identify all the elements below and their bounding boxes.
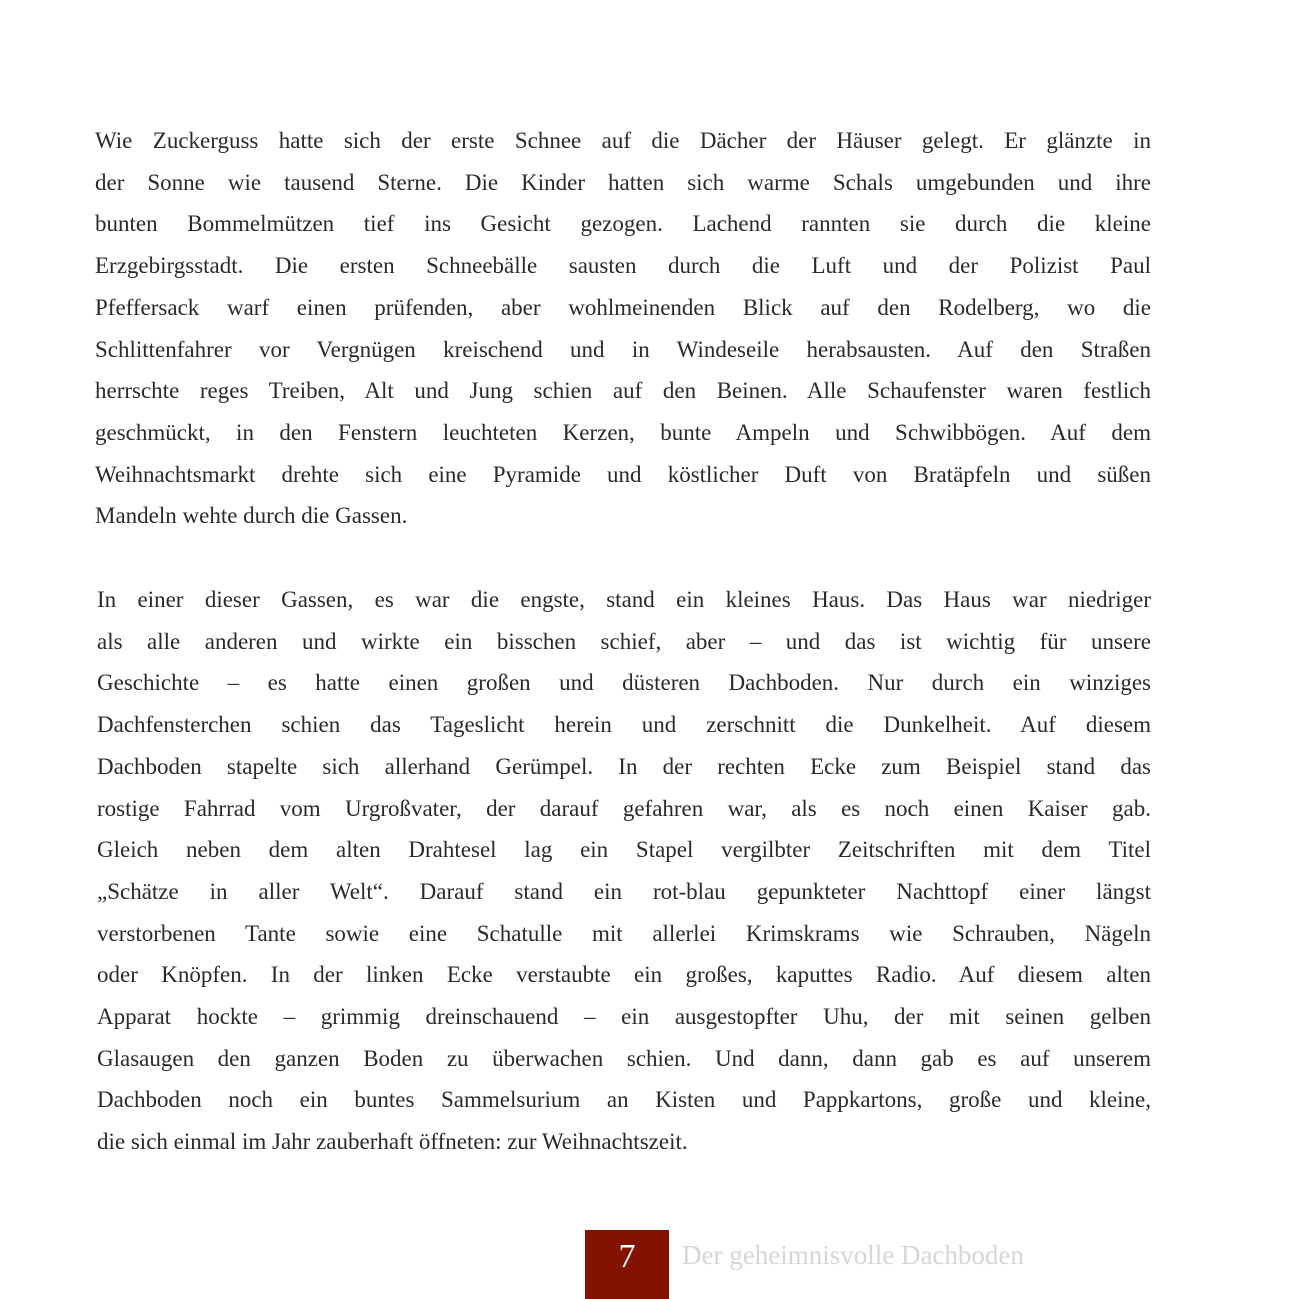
text-line: Pfeffersack warf einen prüfenden, aber wohlmeinenden Blick auf den Rodelberg, wo die — [95, 294, 1151, 320]
text-line: Gleich neben dem alten Drahtesel lag ein Stapel vergilbter Zeitschriften mit dem Titel — [97, 837, 1151, 863]
text-line: oder Knöpfen. In der linken Ecke verstaubte ein großes, kaputtes Radio. Auf diesem alten — [97, 962, 1151, 988]
text-line: bunten Bommelmützen tief ins Gesicht gezogen. Lachend rannten sie durch die kleine — [95, 211, 1151, 237]
paragraph-2 — [97, 579, 1151, 1163]
text-line: Schlittenfahrer vor Vergnügen kreischend und in Windeseile herabsausten. Auf den Straßen — [95, 336, 1151, 362]
text-line: herrschte reges Treiben, Alt und Jung schien auf den Beinen. Alle Schaufenster waren festlich — [95, 378, 1151, 404]
text-line: Mandeln wehte durch die Gassen. — [95, 503, 408, 529]
text-line: die sich einmal im Jahr zauberhaft öffneten: zur Weihnachtszeit. — [97, 1129, 688, 1155]
text-line: Erzgebirgsstadt. Die ersten Schneebälle sausten durch die Luft und der Polizist Paul — [95, 253, 1151, 279]
chapter-title: Der geheimnisvolle Dachboden — [682, 1240, 1024, 1270]
text-line: Dachboden noch ein buntes Sammelsurium an Kisten und Pappkartons, große und kleine, — [97, 1087, 1151, 1113]
text-line: als alle anderen und wirkte ein bisschen schief, aber – und das ist wichtig für unsere — [97, 628, 1151, 654]
text-line: verstorbenen Tante sowie eine Schatulle mit allerlei Krimskrams wie Schrauben, Nägeln — [97, 920, 1151, 946]
text-line: Glasaugen den ganzen Boden zu überwachen schien. Und dann, dann gab es auf unserem — [97, 1045, 1151, 1071]
text-line: geschmückt, in den Fenstern leuchteten Kerzen, bunte Ampeln und Schwibbögen. Auf dem — [95, 419, 1151, 445]
text-line: Dachfensterchen schien das Tageslicht herein und zerschnitt die Dunkelheit. Auf diesem — [97, 712, 1151, 738]
text-line: Apparat hockte – grimmig dreinschauend – ein ausgestopfter Uhu, der mit seinen gelben — [97, 1004, 1151, 1030]
text-line: Weihnachtsmarkt drehte sich eine Pyramide und köstlicher Duft von Bratäpfeln und süßen — [95, 461, 1151, 487]
text-line: Dachboden stapelte sich allerhand Gerümpel. In der rechten Ecke zum Beispiel stand das — [97, 753, 1151, 779]
text-line: Wie Zuckerguss hatte sich der erste Schnee auf die Dächer der Häuser gelegt. Er glänzte in — [95, 128, 1151, 153]
page-number: 7 — [585, 1230, 669, 1299]
text-line: rostige Fahrrad vom Urgroßvater, der darauf gefahren war, als es noch einen Kaiser gab. — [97, 795, 1151, 821]
text-line: „Schätze in aller Welt“. Darauf stand ein rot-blau gepunkteter Nachttopf einer längst — [97, 878, 1151, 904]
text-line: Geschichte – es hatte einen großen und düsteren Dachboden. Nur durch ein winziges — [97, 670, 1151, 696]
text-line: der Sonne wie tausend Sterne. Die Kinder hatten sich warme Schals umgebunden und ihre — [95, 169, 1151, 195]
text-line: In einer dieser Gassen, es war die engste, stand ein kleines Haus. Das Haus war niedriger — [97, 587, 1151, 612]
paragraph-1 — [95, 120, 1151, 537]
